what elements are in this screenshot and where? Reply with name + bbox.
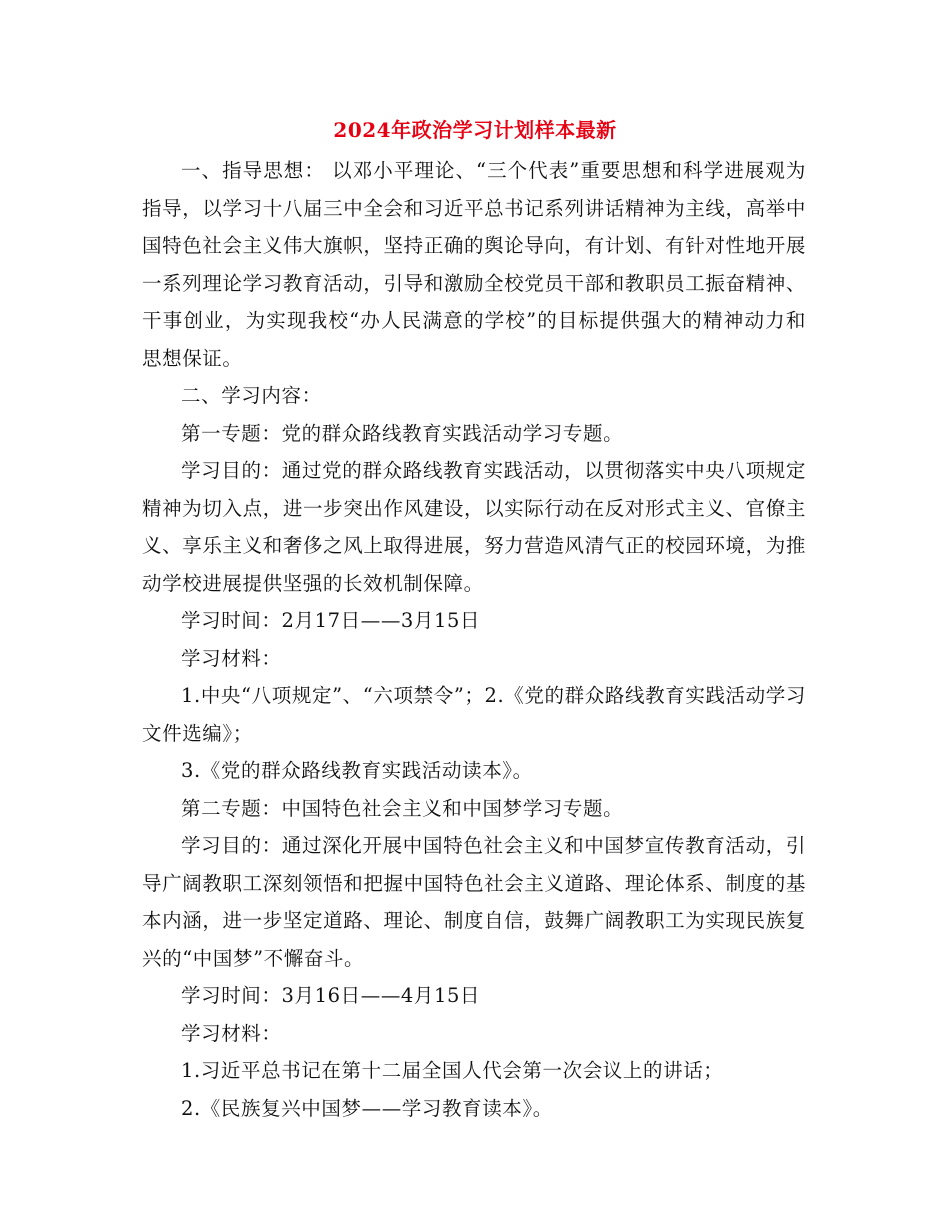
paragraph-topic-one-purpose: 学习目的：通过党的群众路线教育实践活动，以贯彻落实中央八项规定精神为切入点，进一步突出作风建设，以实际行动在反对形式主义、官僚主义、享乐主义和奢侈之风上取得进展，努力营造风清气正的校园环境，为推动学校进展提供坚强的长效机制保障。: [142, 459, 806, 595]
paragraph-topic-one-materials-label: 学习材料：: [181, 646, 282, 670]
document-title: 2024年政治学习计划样本最新: [333, 118, 617, 142]
paragraph-topic-one-material-3: 3.《党的群众路线教育实践活动读本》。: [181, 759, 533, 782]
paragraph-topic-two-material-2: 2.《民族复兴中国梦——学习教育读本》。: [181, 1096, 553, 1120]
paragraph-topic-one-material-1-2: 1.中央“八项规定”、“六项禁令”；2.《党的群众路线教育实践活动学习文件选编》；: [142, 684, 806, 745]
paragraph-topic-two-time: 学习时间：3月16日——4月15日: [181, 984, 481, 1007]
paragraph-topic-two-materials-label: 学习材料：: [181, 1021, 282, 1045]
paragraph-topic-one-time: 学习时间：2月17日——3月15日: [181, 609, 481, 632]
paragraph-topic-two: 第二专题：中国特色社会主义和中国梦学习专题。: [181, 796, 624, 820]
paragraph-study-content-heading: 二、学习内容：: [181, 384, 322, 407]
paragraph-topic-two-material-1: 1.习近平总书记在第十二届全国人代会第一次会议上的讲话；: [181, 1059, 724, 1082]
document-body: [142, 152, 806, 1127]
paragraph-topic-two-purpose: 学习目的：通过深化开展中国特色社会主义和中国梦宣传教育活动，引导广阔教职工深刻领悟和把握中国特色社会主义道路、理论体系、制度的基本内涵，进一步坚定道路、理论、制度自信，鼓舞广阔教职工为实现民族复兴的“中国梦”不懈奋斗。: [142, 834, 806, 970]
paragraph-guiding-ideology: 一、指导思想： 以邓小平理论、“三个代表”重要思想和科学进展观为指导，以学习十八届三中全会和习近平总书记系列讲话精神为主线，高举中国特色社会主义伟大旗帜，坚持正确的舆论导向，有计划、有针对性地开展一系列理论学习教育活动，引导和激励全校党员干部和教职员工振奋精神、干事创业，为实现我校“办人民满意的学校”的目标提供强大的精神动力和思想保证。: [142, 159, 806, 370]
paragraph-topic-one: 第一专题：党的群众路线教育实践活动学习专题。: [181, 421, 624, 445]
